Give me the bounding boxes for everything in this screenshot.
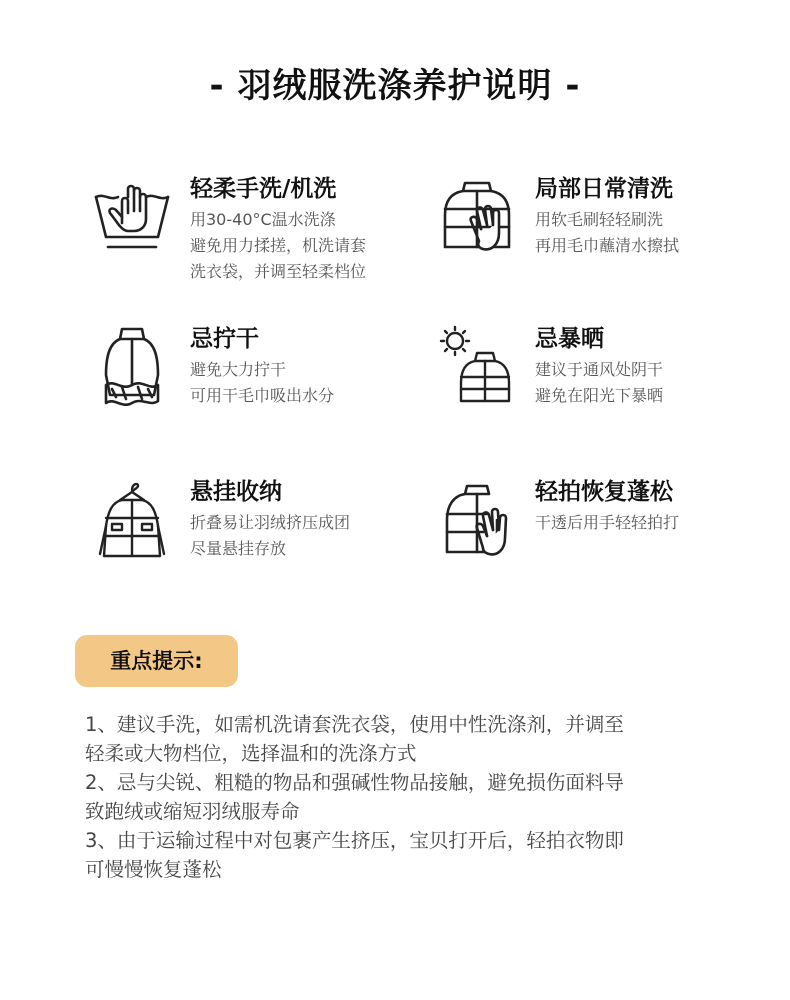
care-line: 用软毛刷轻轻刷洗 xyxy=(535,210,664,229)
care-heading: 忌拧干 xyxy=(190,326,259,352)
tips-label-badge: 重点提示: xyxy=(75,635,238,687)
care-heading: 局部日常清洗 xyxy=(535,176,673,202)
hanging-coat-icon xyxy=(92,478,172,568)
care-item-no-sun xyxy=(437,325,777,435)
sun-jacket-icon xyxy=(437,325,517,415)
page-title: - 羽绒服洗涤养护说明 - xyxy=(209,66,581,106)
tip-line: 1、建议手洗，如需机洗请套洗衣袋，使用中性洗涤剂，并调至 xyxy=(85,713,624,736)
hand-on-jacket-icon xyxy=(437,175,517,265)
care-line: 尽量悬挂存放 xyxy=(190,539,287,558)
tip-line: 可慢慢恢复蓬松 xyxy=(85,858,222,881)
care-line: 避免用力揉搓，机洗请套 xyxy=(190,236,367,255)
care-line: 再用毛巾蘸清水擦拭 xyxy=(535,236,680,255)
twisted-jacket-icon xyxy=(92,325,172,415)
care-item-hand-wash xyxy=(92,175,432,285)
care-item-no-wring xyxy=(92,325,432,435)
care-line: 建议于通风处阴干 xyxy=(535,360,664,379)
care-heading: 忌暴晒 xyxy=(535,326,604,352)
care-line: 避免大力拧干 xyxy=(190,360,287,379)
care-item-pat-fluff xyxy=(437,478,777,588)
tip-line: 轻柔或大物档位，选择温和的洗涤方式 xyxy=(85,742,417,765)
care-line: 折叠易让羽绒挤压成团 xyxy=(190,513,351,532)
care-line: 干透后用手轻轻拍打 xyxy=(535,513,680,532)
care-line: 可用干毛巾吸出水分 xyxy=(190,386,335,405)
tip-line: 3、由于运输过程中对包裹产生挤压，宝贝打开后，轻拍衣物即 xyxy=(85,829,624,852)
care-line: 避免在阳光下暴晒 xyxy=(535,386,664,405)
care-heading: 悬挂收纳 xyxy=(190,479,282,505)
tips-list xyxy=(85,710,725,884)
care-heading: 轻柔手洗/机洗 xyxy=(190,176,337,202)
care-line: 洗衣袋，并调至轻柔档位 xyxy=(190,262,367,281)
pat-jacket-icon xyxy=(437,478,517,568)
care-item-hang-storage xyxy=(92,478,432,588)
care-item-spot-clean xyxy=(437,175,777,285)
tip-line: 2、忌与尖锐、粗糙的物品和强碱性物品接触，避免损伤面料导 xyxy=(85,771,624,794)
care-heading: 轻拍恢复蓬松 xyxy=(535,479,673,505)
hand-wash-basin-icon xyxy=(92,175,172,265)
care-line: 用30-40°C温水洗涤 xyxy=(190,210,336,229)
tip-line: 致跑绒或缩短羽绒服寿命 xyxy=(85,800,300,823)
